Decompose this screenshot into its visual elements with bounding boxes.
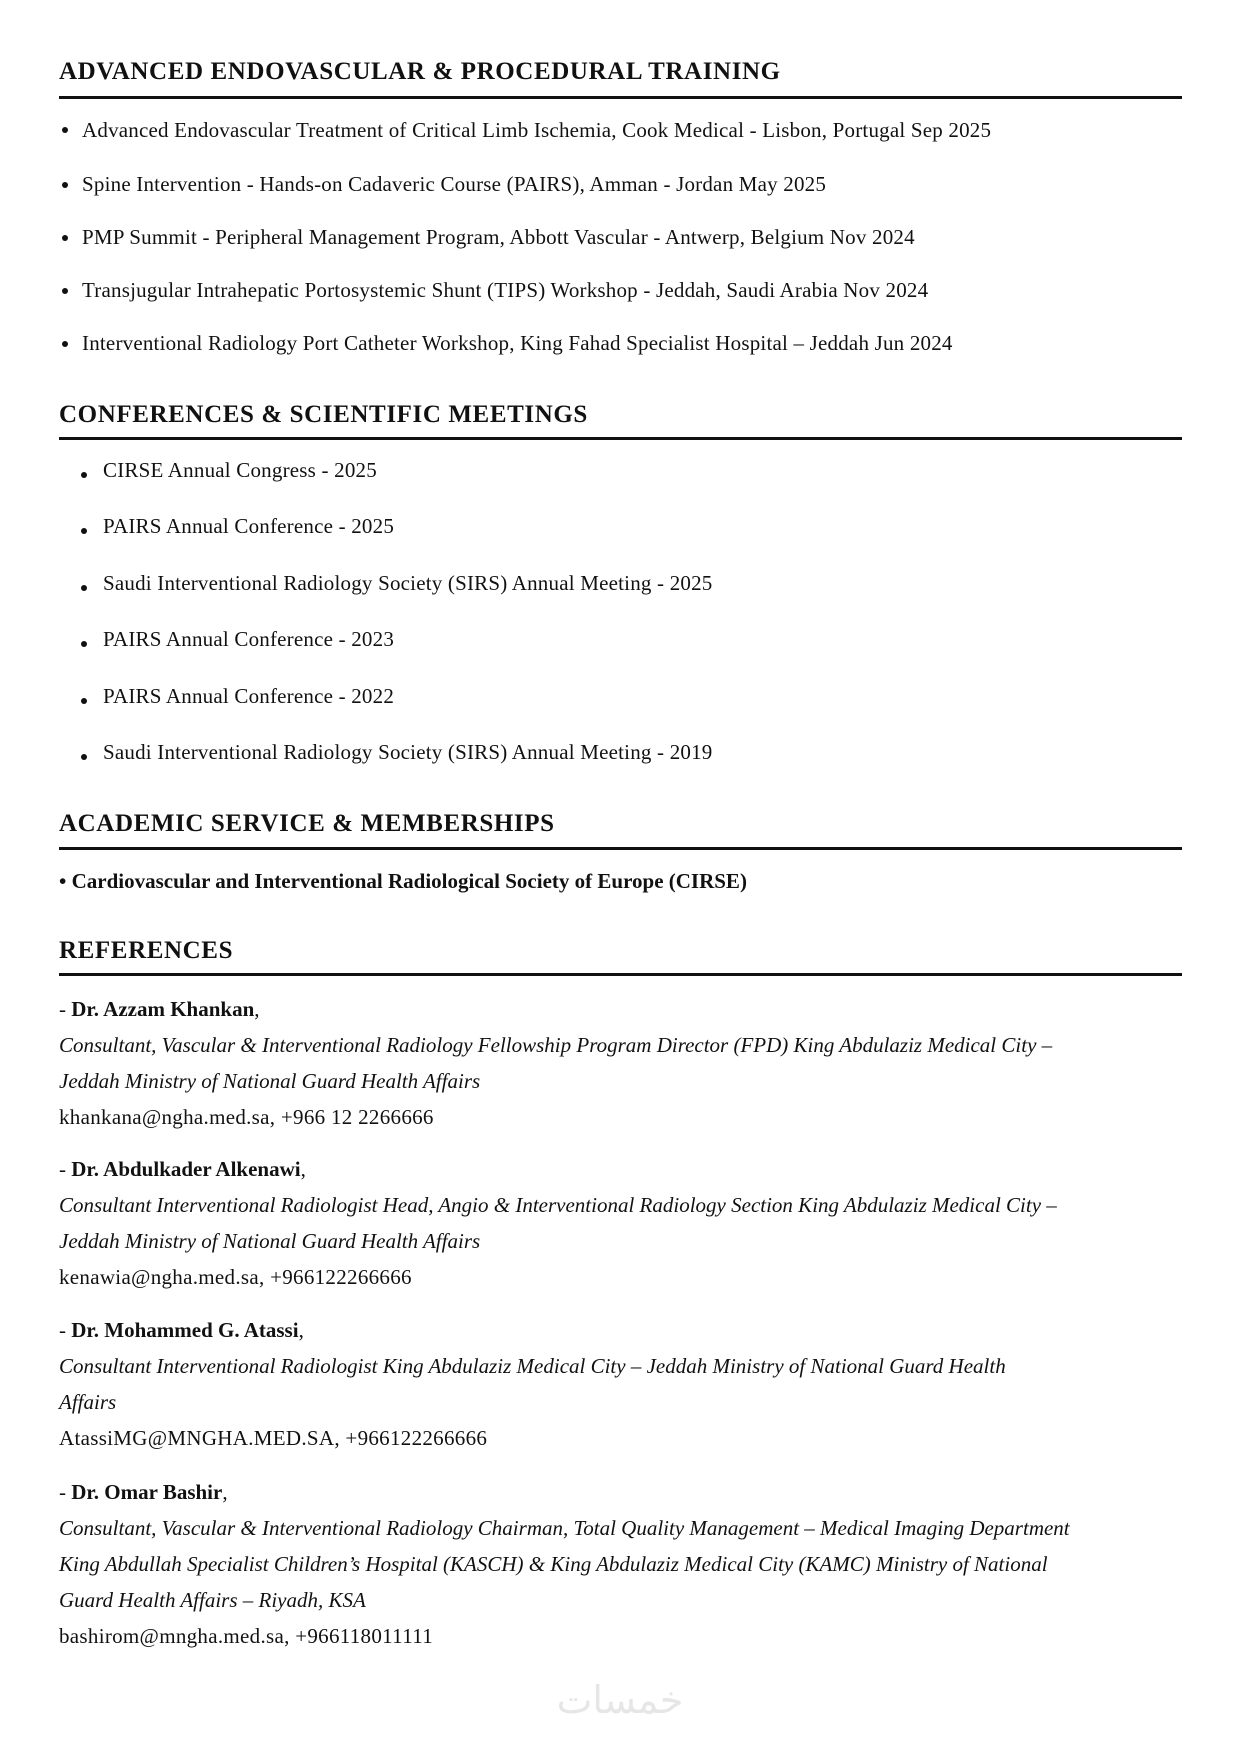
conference-item: Saudi Interventional Radiology Society (SIRS) Annual Meeting - 2025 bbox=[103, 571, 713, 595]
section-divider bbox=[59, 437, 1182, 440]
bullet-icon bbox=[81, 641, 87, 647]
training-item: Advanced Endovascular Treatment of Critical Limb Ischemia, Cook Medical - Lisbon, Portugal Sep 2025 bbox=[82, 118, 992, 142]
reference-title-line: Consultant Interventional Radiologist Head, Angio & Interventional Radiology Section King Abdulaziz Medical City – bbox=[59, 1193, 1057, 1217]
conference-item: PAIRS Annual Conference - 2022 bbox=[103, 684, 395, 708]
reference-title-line: Consultant, Vascular & Interventional Radiology Chairman, Total Quality Management – Medical Imaging Department bbox=[59, 1516, 1070, 1540]
reference-title-line: Jeddah Ministry of National Guard Health Affairs bbox=[59, 1229, 481, 1253]
reference-comma: , bbox=[254, 997, 260, 1021]
reference-name bbox=[59, 1155, 306, 1183]
section-divider bbox=[59, 96, 1182, 99]
bullet-icon bbox=[62, 182, 68, 188]
training-item: Transjugular Intrahepatic Portosystemic Shunt (TIPS) Workshop - Jeddah, Saudi Arabia Nov 2024 bbox=[82, 278, 929, 302]
reference-dash: - bbox=[59, 1480, 72, 1504]
reference-name-text: Dr. Abdulkader Alkenawi bbox=[71, 1157, 301, 1181]
section-heading-conferences: CONFERENCES & SCIENTIFIC MEETINGS bbox=[59, 401, 588, 428]
bullet-icon bbox=[81, 754, 87, 760]
reference-name bbox=[59, 1316, 304, 1344]
bullet-icon bbox=[81, 585, 87, 591]
reference-title-line: Consultant, Vascular & Interventional Radiology Fellowship Program Director (FPD) King Abdulaziz Medical City – bbox=[59, 1033, 1053, 1057]
reference-comma: , bbox=[300, 1157, 306, 1181]
reference-comma: , bbox=[298, 1318, 304, 1342]
section-divider bbox=[59, 847, 1182, 850]
bullet-icon bbox=[62, 235, 68, 241]
conference-item: Saudi Interventional Radiology Society (SIRS) Annual Meeting - 2019 bbox=[103, 740, 713, 764]
reference-title-line: King Abdullah Specialist Children’s Hospital (KASCH) & King Abdulaziz Medical City (KAMC) Ministry of National bbox=[59, 1552, 1048, 1576]
reference-title-line: Affairs bbox=[59, 1390, 117, 1414]
training-item: Spine Intervention - Hands-on Cadaveric Course (PAIRS), Amman - Jordan May 2025 bbox=[82, 172, 827, 196]
section-divider bbox=[59, 973, 1182, 976]
conference-item: CIRSE Annual Congress - 2025 bbox=[103, 458, 377, 482]
training-item: Interventional Radiology Port Catheter Workshop, King Fahad Specialist Hospital – Jeddah Jun 2024 bbox=[82, 331, 953, 355]
reference-name-text: Dr. Azzam Khankan bbox=[71, 997, 255, 1021]
bullet-icon bbox=[62, 341, 68, 347]
membership-item: • Cardiovascular and Interventional Radiological Society of Europe (CIRSE) bbox=[59, 869, 747, 893]
watermark-logo: خمسات bbox=[556, 1678, 684, 1722]
conference-item: PAIRS Annual Conference - 2023 bbox=[103, 627, 395, 651]
reference-name-text: Dr. Mohammed G. Atassi bbox=[71, 1318, 299, 1342]
reference-title-line: Jeddah Ministry of National Guard Health Affairs bbox=[59, 1069, 481, 1093]
reference-contact: bashirom@mngha.med.sa, +966118011111 bbox=[59, 1624, 434, 1648]
section-heading-academic: ACADEMIC SERVICE & MEMBERSHIPS bbox=[59, 810, 555, 837]
bullet-icon bbox=[81, 528, 87, 534]
reference-dash: - bbox=[59, 1318, 72, 1342]
reference-name bbox=[59, 1478, 228, 1506]
reference-comma: , bbox=[222, 1480, 228, 1504]
reference-name bbox=[59, 995, 260, 1023]
bullet-icon bbox=[62, 127, 68, 133]
section-heading-training: ADVANCED ENDOVASCULAR & PROCEDURAL TRAINING bbox=[59, 58, 781, 85]
reference-title-line: Consultant Interventional Radiologist King Abdulaziz Medical City – Jeddah Ministry of National Guard Health bbox=[59, 1354, 1006, 1378]
bullet-icon bbox=[81, 698, 87, 704]
section-heading-references: REFERENCES bbox=[59, 937, 234, 964]
reference-contact: AtassiMG@MNGHA.MED.SA, +966122266666 bbox=[59, 1426, 488, 1450]
reference-title-line: Guard Health Affairs – Riyadh, KSA bbox=[59, 1588, 366, 1612]
training-item: PMP Summit - Peripheral Management Program, Abbott Vascular - Antwerp, Belgium Nov 2024 bbox=[82, 225, 915, 249]
reference-name-text: Dr. Omar Bashir bbox=[71, 1480, 223, 1504]
reference-contact: kenawia@ngha.med.sa, +966122266666 bbox=[59, 1265, 412, 1289]
bullet-icon bbox=[81, 472, 87, 478]
reference-dash: - bbox=[59, 997, 72, 1021]
reference-dash: - bbox=[59, 1157, 72, 1181]
bullet-icon bbox=[62, 288, 68, 294]
conference-item: PAIRS Annual Conference - 2025 bbox=[103, 514, 395, 538]
reference-contact: khankana@ngha.med.sa, +966 12 2266666 bbox=[59, 1105, 434, 1129]
